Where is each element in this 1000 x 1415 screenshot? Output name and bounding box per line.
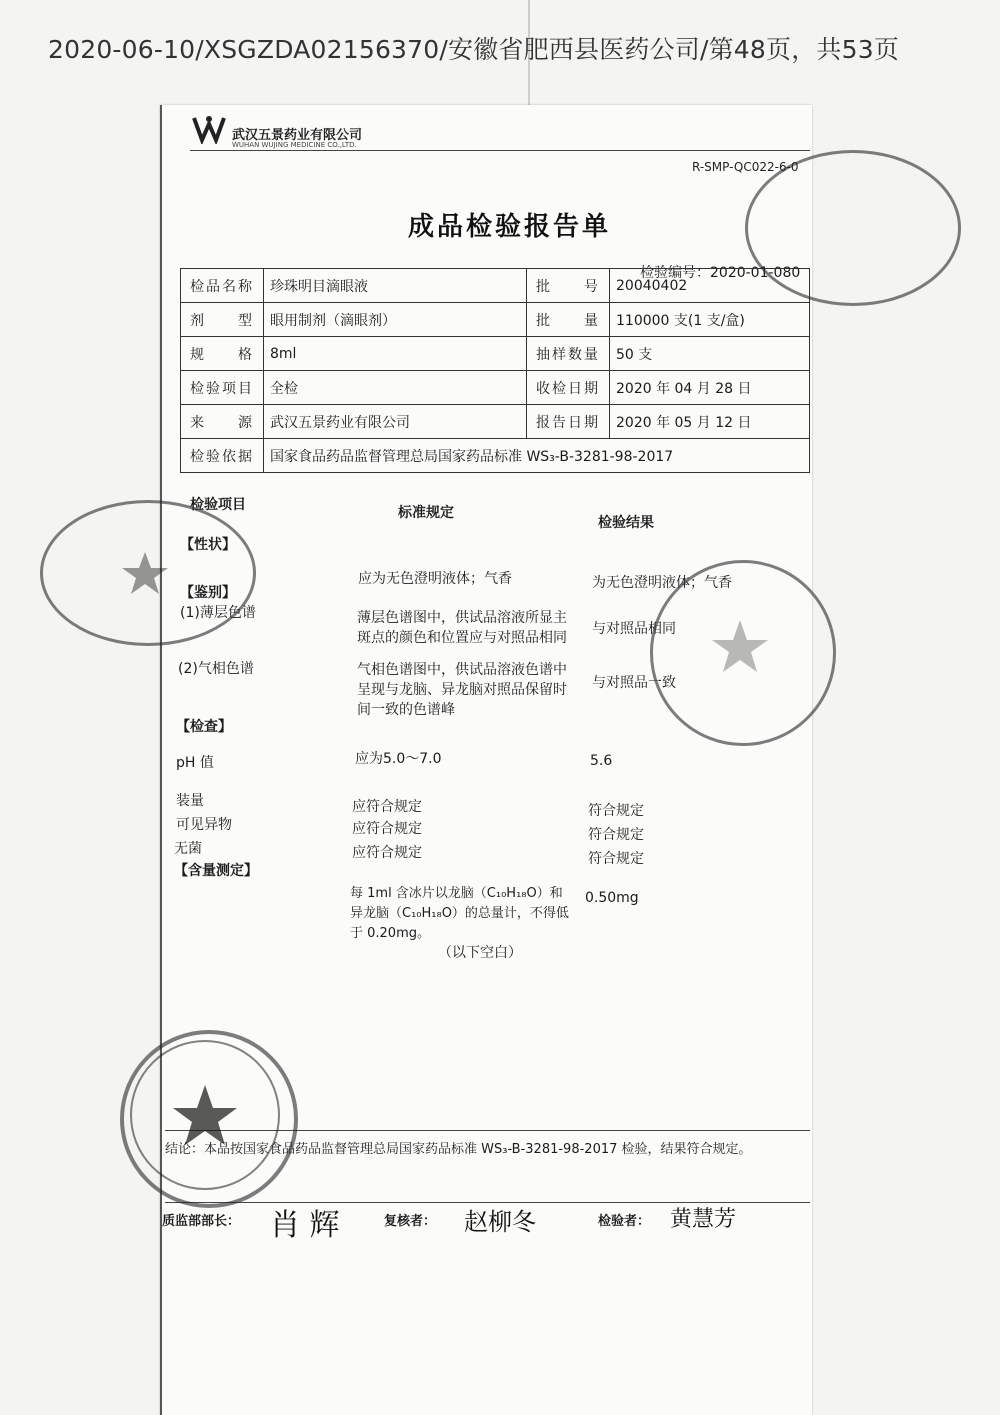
ph-item: pH 值 bbox=[176, 755, 214, 771]
table-row bbox=[181, 337, 810, 371]
gc-standard: 气相色谱图中，供试品溶液色谱中呈现与龙脑、异龙脑对照品保留时间一致的色谱峰 bbox=[357, 662, 567, 718]
sterility-item: 无菌 bbox=[174, 841, 202, 857]
fill-standard: 应符合规定 bbox=[352, 799, 422, 815]
section-identification: 【鉴别】 bbox=[180, 585, 236, 601]
inspection-basis: 国家食品药品监督管理总局国家药品标准 WS₃-B-3281-98-2017 bbox=[264, 439, 810, 473]
company-logo-icon bbox=[192, 114, 226, 144]
company-logo-english: WUHAN WUJING MEDICINE CO.,LTD. bbox=[232, 141, 357, 149]
sterility-result: 符合规定 bbox=[588, 851, 644, 867]
table-row bbox=[181, 405, 810, 439]
column-header-standard: 标准规定 bbox=[398, 505, 454, 521]
info-label: 剂 型 bbox=[181, 303, 264, 337]
conclusion-text: 结论：本品按国家食品药品监督管理总局国家药品标准 WS₃-B-3281-98-2017 检验，结果符合规定。 bbox=[165, 1142, 752, 1157]
visible-particles-item: 可见异物 bbox=[176, 817, 232, 833]
section-character: 【性状】 bbox=[180, 537, 236, 553]
left-inspection-seal bbox=[40, 500, 256, 646]
info-label: 批 号 bbox=[527, 269, 610, 303]
info-label: 抽样数量 bbox=[527, 337, 610, 371]
product-name: 珍珠明目滴眼液 bbox=[264, 269, 527, 303]
fill-result: 符合规定 bbox=[588, 803, 644, 819]
report-date: 2020 年 05 月 12 日 bbox=[610, 405, 810, 439]
batch-quantity: 110000 支(1 支/盒) bbox=[610, 303, 810, 337]
info-label: 检验项目 bbox=[181, 371, 264, 405]
form-number: R-SMP-QC022-6-0 bbox=[692, 160, 799, 174]
assay-result: 0.50mg bbox=[585, 890, 639, 906]
info-label: 报告日期 bbox=[527, 405, 610, 439]
tlc-item: (1)薄层色谱 bbox=[180, 605, 256, 621]
gc-result: 与对照品一致 bbox=[592, 675, 676, 691]
company-logo-text: 武汉五景药业有限公司 bbox=[232, 128, 363, 143]
table-row bbox=[181, 303, 810, 337]
fax-header: 2020-06-10/XSGZDA02156370/安徽省肥西县医药公司/第48页，共53页 bbox=[48, 35, 900, 64]
column-header-item: 检验项目 bbox=[190, 497, 246, 513]
inspection-scope: 全检 bbox=[264, 371, 527, 405]
assay-standard: 每 1ml 含冰片以龙脑（C₁₀H₁₈O）和异龙脑（C₁₀H₁₈O）的总量计，不得低于 0.20mg。 bbox=[350, 886, 569, 941]
column-header-result: 检验结果 bbox=[598, 515, 654, 531]
info-table bbox=[180, 268, 810, 473]
head-signature: 肖 辉 bbox=[270, 1208, 340, 1243]
header-rule bbox=[190, 150, 810, 151]
inspector-signature: 黄慧芳 bbox=[670, 1207, 737, 1232]
info-label: 规 格 bbox=[181, 337, 264, 371]
tlc-result: 与对照品相同 bbox=[592, 621, 676, 637]
tlc-standard: 薄层色谱图中，供试品溶液所显主斑点的颜色和位置应与对照品相同 bbox=[357, 610, 567, 646]
section-inspection: 【检查】 bbox=[176, 719, 232, 735]
report-number: 检验编号：2020-01-080 bbox=[640, 265, 801, 281]
page-title: 成品检验报告单 bbox=[408, 212, 612, 242]
table-row bbox=[181, 269, 810, 303]
dosage-form: 眼用制剂（滴眼剂） bbox=[264, 303, 527, 337]
fill-item: 装量 bbox=[176, 793, 204, 809]
gc-item: (2)气相色谱 bbox=[178, 661, 254, 677]
sample-quantity: 50 支 bbox=[610, 337, 810, 371]
table-row bbox=[181, 439, 810, 473]
sterility-standard: 应符合规定 bbox=[352, 845, 422, 861]
section-assay: 【含量测定】 bbox=[174, 863, 258, 879]
receive-date: 2020 年 04 月 28 日 bbox=[610, 371, 810, 405]
character-standard: 应为无色澄明液体；气香 bbox=[358, 571, 512, 587]
company-qc-seal bbox=[120, 1030, 298, 1208]
head-label: 质监部部长： bbox=[162, 1214, 241, 1229]
batch-number: 20040402 bbox=[610, 269, 810, 303]
right-inspection-seal bbox=[650, 560, 836, 746]
reviewer-signature: 赵柳冬 bbox=[464, 1208, 536, 1236]
visible-particles-standard: 应符合规定 bbox=[352, 821, 422, 837]
info-label: 检品名称 bbox=[181, 269, 264, 303]
ph-result: 5.6 bbox=[590, 753, 613, 769]
info-label: 收检日期 bbox=[527, 371, 610, 405]
character-result: 为无色澄明液体；气香 bbox=[592, 575, 732, 591]
reviewer-label: 复核者： bbox=[384, 1214, 437, 1229]
info-label: 来 源 bbox=[181, 405, 264, 439]
ph-standard: 应为5.0～7.0 bbox=[355, 751, 442, 767]
blank-below-note: （以下空白） bbox=[438, 945, 522, 961]
top-inspection-seal bbox=[745, 150, 961, 306]
info-label: 检验依据 bbox=[181, 439, 264, 473]
table-row bbox=[181, 371, 810, 405]
info-label: 批 量 bbox=[527, 303, 610, 337]
source: 武汉五景药业有限公司 bbox=[264, 405, 527, 439]
inspector-label: 检验者： bbox=[598, 1214, 651, 1229]
visible-particles-result: 符合规定 bbox=[588, 827, 644, 843]
specification: 8ml bbox=[264, 337, 527, 371]
